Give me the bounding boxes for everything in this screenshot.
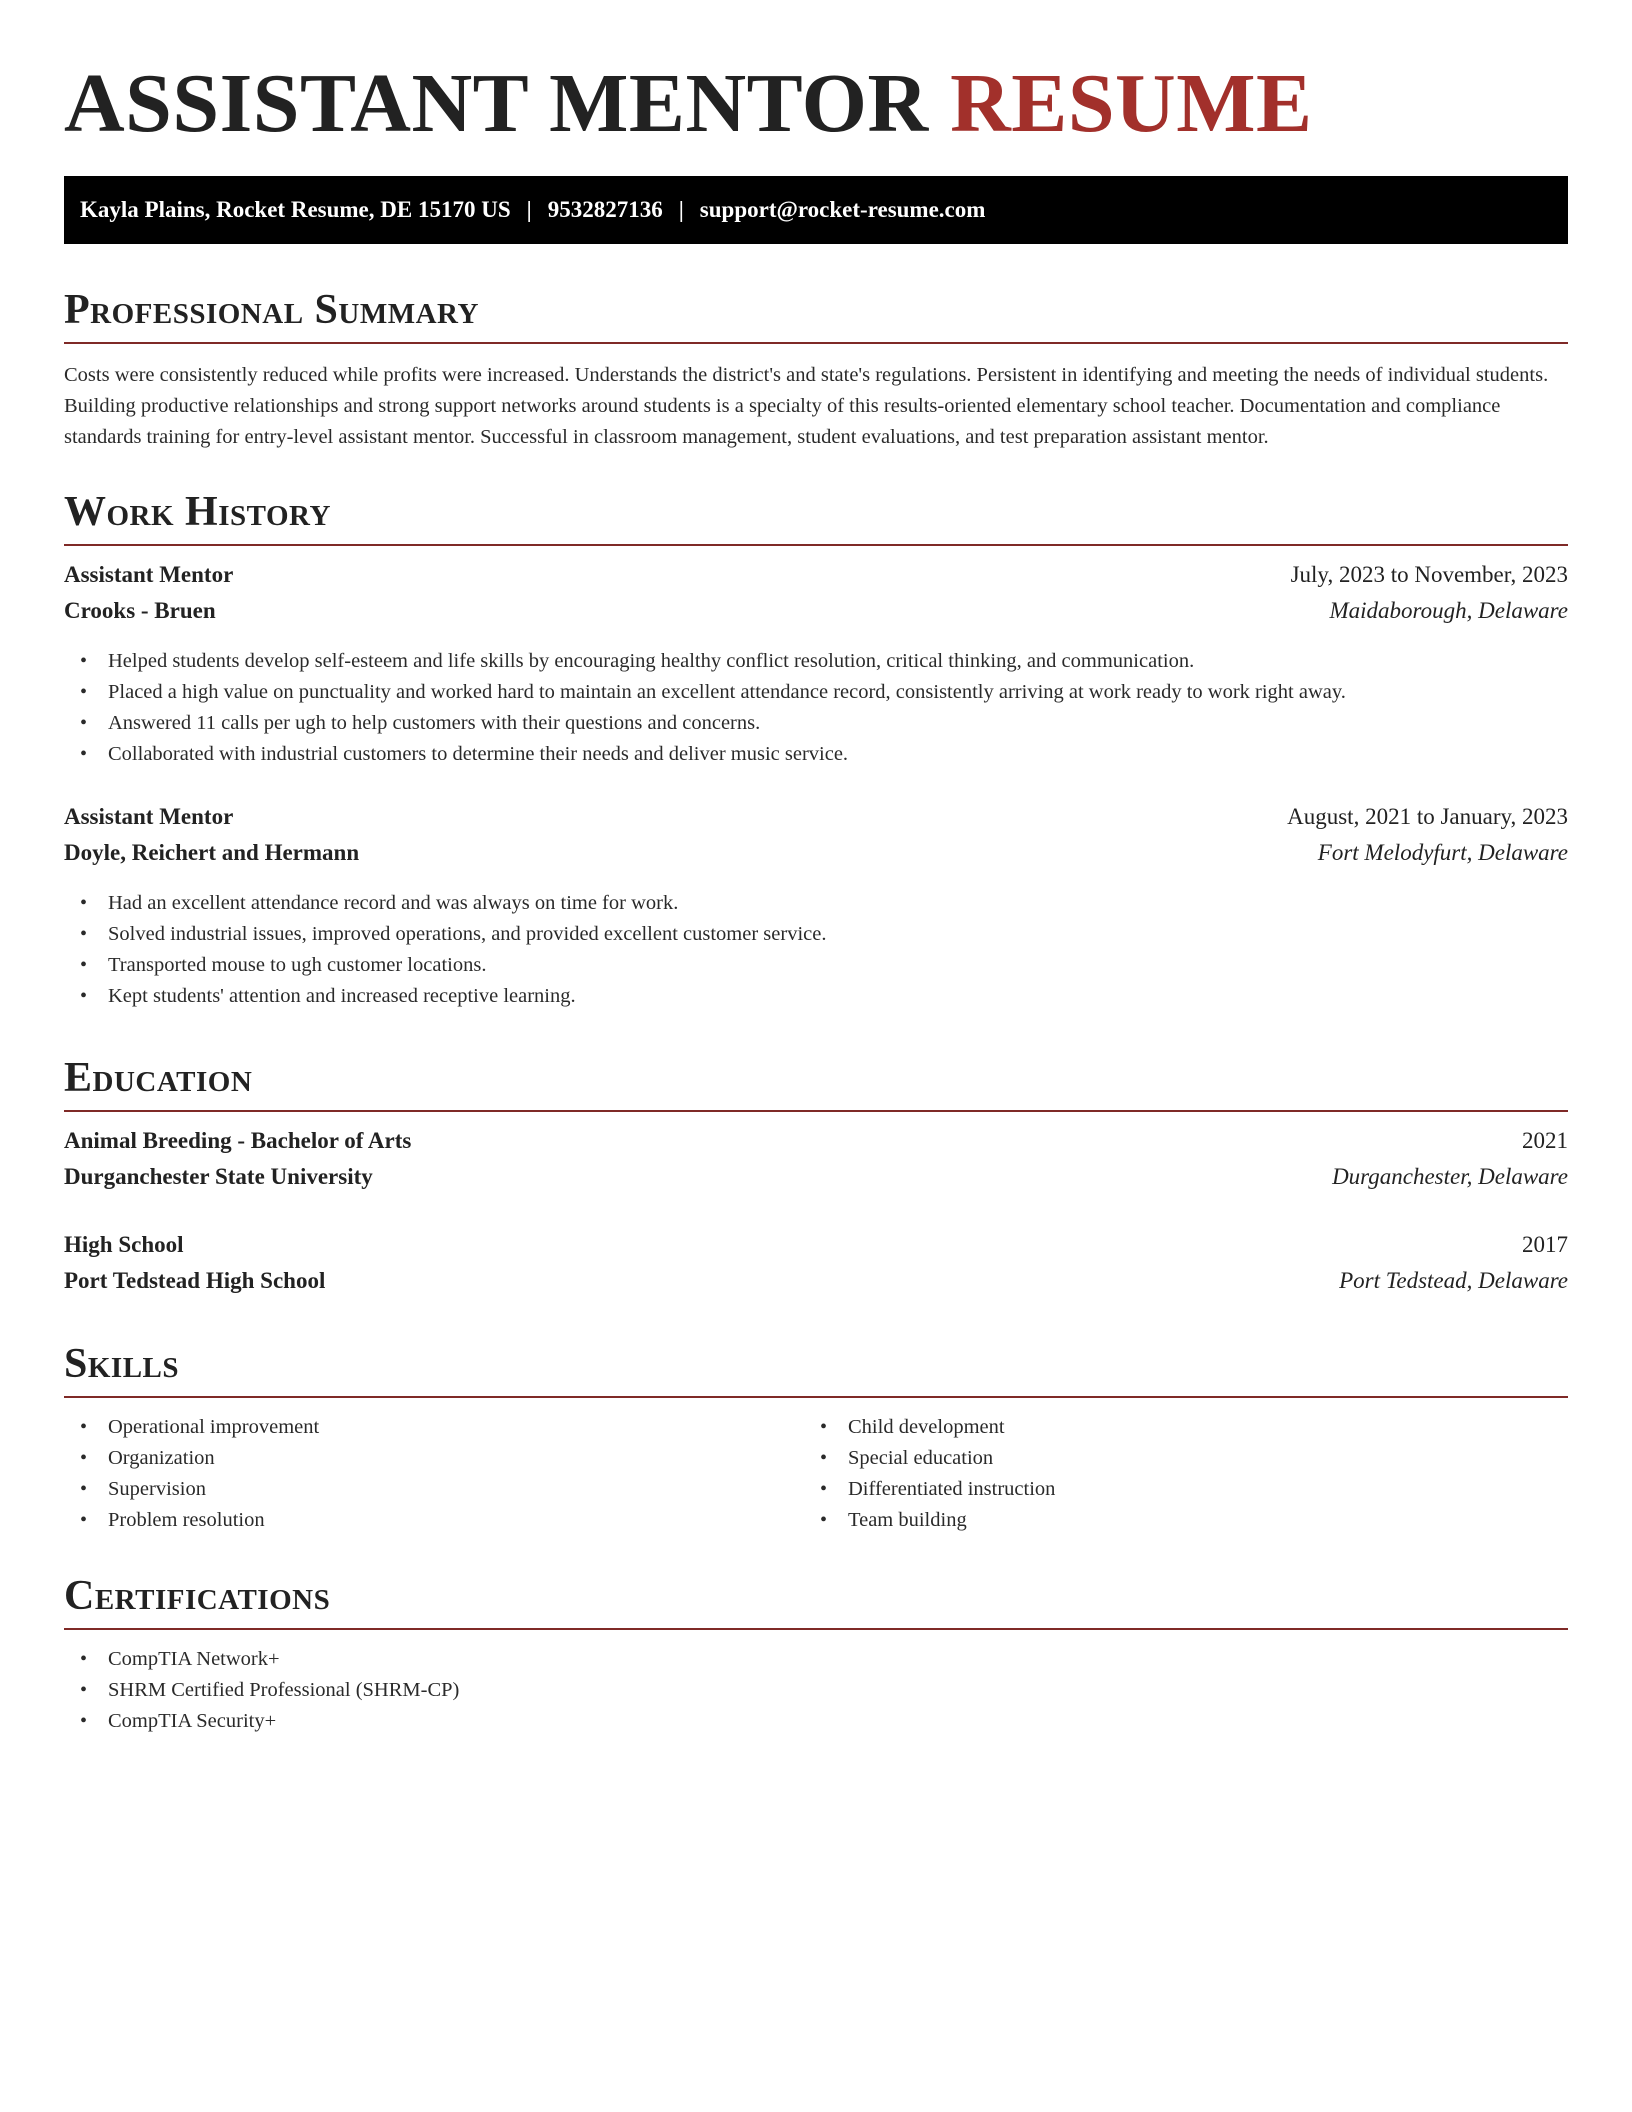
graduation-year: 2021 [1522,1128,1568,1153]
bullet-text: Collaborated with industrial customers to determine their needs and deliver music service. [108,743,849,765]
school-location: Durganchester, Delaware [1332,1164,1568,1189]
list-item [804,1412,1544,1443]
bullet-dot: • [80,923,88,945]
bullet-dot: • [80,743,88,765]
job-dates: August, 2021 to January, 2023 [1287,804,1568,829]
bullet-text: Helped students develop self-esteem and life skills by encouraging healthy conflict resolution, critical thinking, and communication. [108,650,1195,672]
skill-text: Organization [108,1447,215,1469]
list-item [64,1644,1568,1675]
bullet-dot: • [80,892,88,914]
bullet-dot: • [80,650,88,672]
bullet-dot: • [80,712,88,734]
title-accent: RESUME [950,57,1313,150]
section-heading-education: Education [64,1052,1568,1112]
contact-separator: | [678,197,684,222]
list-item [64,981,1568,1012]
bullet-dot: • [80,1509,88,1531]
work-history-section [64,486,1568,1012]
education-section [64,1052,1568,1304]
bullet-dot: • [80,681,88,703]
bullet-text: Solved industrial issues, improved operations, and provided excellent customer service. [108,923,827,945]
skill-text: Problem resolution [108,1509,265,1531]
skill-text: Special education [848,1447,994,1469]
bullet-dot: • [820,1416,828,1438]
bullet-text: Transported mouse to ugh customer locations. [108,954,487,976]
contact-email[interactable]: support@rocket-resume.com [699,197,986,222]
bullet-text: Kept students' attention and increased receptive learning. [108,985,576,1007]
section-heading-summary: Professional Summary [64,284,1568,344]
list-item [804,1443,1544,1474]
title-main: ASSISTANT MENTOR [64,57,929,150]
list-item [64,919,1568,950]
contact-phone[interactable]: 9532827136 [547,197,663,222]
list-item [64,950,1568,981]
bullet-text: Had an excellent attendance record and was always on time for work. [108,892,679,914]
bullet-dot: • [80,1478,88,1500]
certification-text: CompTIA Network+ [108,1648,280,1670]
job-company: Crooks - Bruen [64,598,216,623]
school-location: Port Tedstead, Delaware [1339,1268,1568,1293]
job-bullets [64,888,1568,1012]
job-title: Assistant Mentor [64,562,234,587]
list-item [64,677,1568,708]
job-bullets [64,646,1568,770]
list-item [64,1412,804,1443]
job-location: Maidaborough, Delaware [1329,598,1568,623]
education-entry [64,1128,1568,1200]
list-item [64,888,1568,919]
skills-columns [64,1412,1568,1536]
list-item [804,1474,1544,1505]
skills-list-left [64,1412,804,1536]
skill-text: Child development [848,1416,1005,1438]
section-heading-work: Work History [64,486,1568,546]
skill-text: Team building [848,1509,967,1531]
bullet-dot: • [820,1447,828,1469]
certification-text: SHRM Certified Professional (SHRM-CP) [108,1679,460,1701]
school-name: Port Tedstead High School [64,1268,326,1293]
job-company: Doyle, Reichert and Hermann [64,840,360,865]
skills-list-right [804,1412,1544,1536]
section-heading-certifications: Certifications [64,1570,1568,1630]
bullet-dot: • [80,1679,88,1701]
list-item [64,1443,804,1474]
bullet-dot: • [80,954,88,976]
graduation-year: 2017 [1522,1232,1568,1257]
job-location: Fort Melodyfurt, Delaware [1317,840,1568,865]
bullet-dot: • [80,1648,88,1670]
job-title: Assistant Mentor [64,804,234,829]
bullet-text: Answered 11 calls per ugh to help customers with their questions and concerns. [108,712,761,734]
certification-text: CompTIA Security+ [108,1710,277,1732]
contact-address: Kayla Plains, Rocket Resume, DE 15170 US [80,197,511,222]
summary-section [64,284,1568,453]
skill-text: Supervision [108,1478,206,1500]
bullet-dot: • [80,1710,88,1732]
bullet-dot: • [820,1478,828,1500]
summary-text: Costs were consistently reduced while profits were increased. Understands the district's and state's regulations. Persistent in identifying and meeting the needs of individual students. Building productive relationships and strong support networks around students is a specialty of this results-oriented elementary school teacher. Documentation and compliance standards training for entry-level assistant mentor. Successful in classroom management, student evaluations, and test preparation assistant mentor. [64,364,1549,448]
bullet-dot: • [80,985,88,1007]
bullet-text: Placed a high value on punctuality and worked hard to maintain an excellent attendance record, consistently arriving at work ready to work right away. [108,681,1346,703]
list-item [64,708,1568,739]
job-dates: July, 2023 to November, 2023 [1290,562,1568,587]
bullet-dot: • [80,1416,88,1438]
list-item [64,739,1568,770]
education-entry [64,1232,1568,1304]
page-title [64,58,1313,150]
job-entry [64,562,1568,770]
list-item [64,1675,1568,1706]
certifications-list [64,1644,1568,1737]
list-item [64,646,1568,677]
contact-bar [64,176,1568,244]
school-name: Durganchester State University [64,1164,373,1189]
bullet-dot: • [80,1447,88,1469]
section-heading-skills: Skills [64,1338,1568,1398]
contact-separator: | [526,197,532,222]
bullet-dot: • [820,1509,828,1531]
list-item [64,1706,1568,1737]
degree: High School [64,1232,184,1257]
list-item [64,1474,804,1505]
certifications-section [64,1570,1568,1737]
job-entry [64,804,1568,1012]
skills-section [64,1338,1568,1536]
list-item [64,1505,804,1536]
skill-text: Operational improvement [108,1416,320,1438]
degree: Animal Breeding - Bachelor of Arts [64,1128,412,1153]
skill-text: Differentiated instruction [848,1478,1056,1500]
list-item [804,1505,1544,1536]
